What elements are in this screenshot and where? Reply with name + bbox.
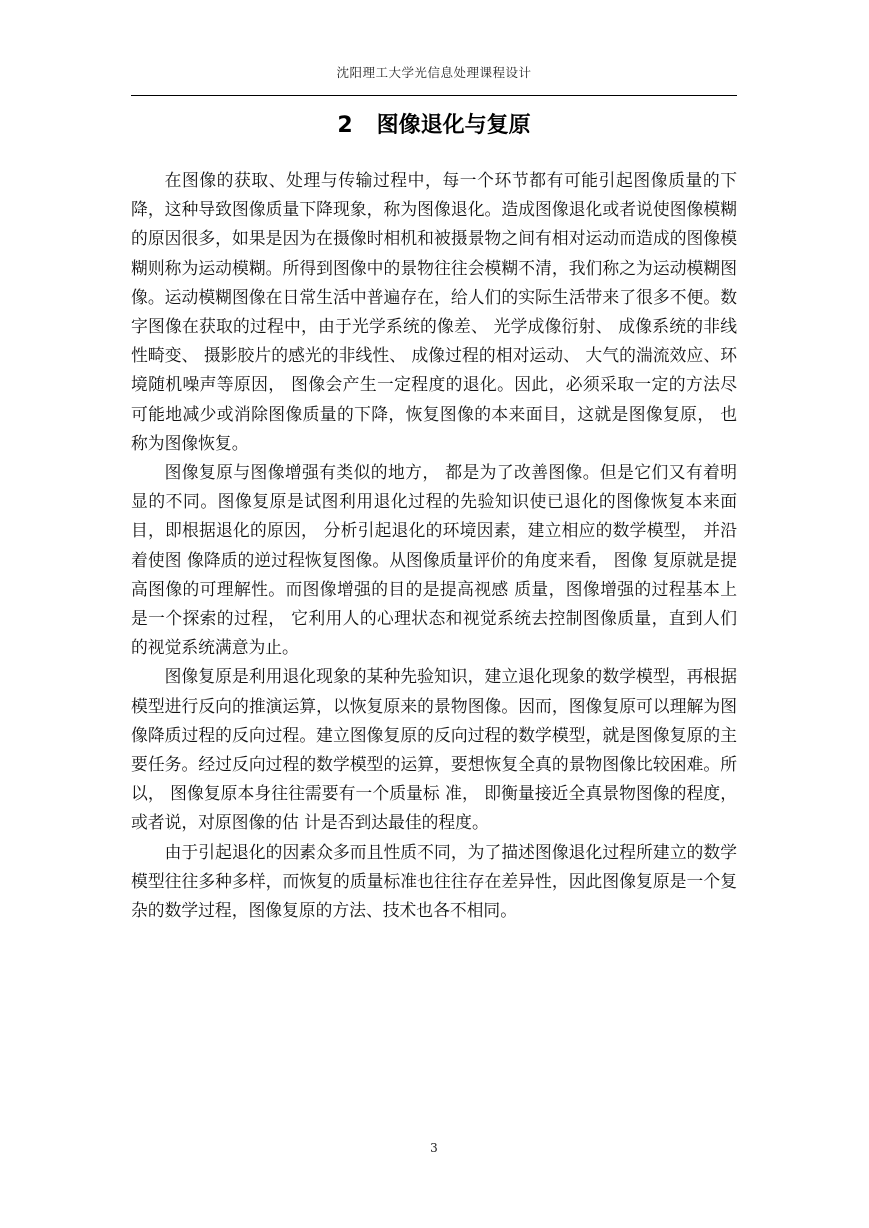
- paragraph: 由于引起退化的因素众多而且性质不同，为了描述图像退化过程所建立的数学模型往往多种多样，而恢复的质量标准也往往存在差异性，因此图像复原是一个复杂的数学过程，图像复原的方法、技术也各不相同。: [131, 841, 737, 921]
- paragraph: 在图像的获取、处理与传输过程中，每一个环节都有可能引起图像质量的下降，这种导致图像质量下降现象，称为图像退化。造成图像退化或者说使图像模糊的原因很多，如果是因为在摄像时相机和被摄景物之间有相对运动而造成的图像模糊则称为运动模糊。所得到图像中的景物往往会模糊不清，我们称之为运动模糊图像。运动模糊图像在日常生活中普遍存在，给人们的实际生活带来了很多不便。数字图像在获取的过程中，由于光学系统的像差、 光学成像衍射、 成像系统的非线性畸变、 摄影胶片的感光的非线性、 成像过程的相对运动、 大气的湍流效应、环境随机噪声等原因， 图像会产生一定程度的退化。因此，必须采取一定的方法尽可能地减少或消除图像质量的下降，恢复图像的本来面目，这就是图像复原， 也称为图像恢复。: [131, 170, 737, 453]
- page-number: 3: [430, 1141, 438, 1155]
- chapter-heading: [131, 108, 737, 139]
- chapter-number: 2: [337, 113, 353, 138]
- chapter-title-text: 图像退化与复原: [376, 113, 531, 138]
- body-text: [131, 166, 737, 925]
- header-divider: [131, 95, 737, 96]
- running-header: 沈阳理工大学光信息处理课程设计: [336, 65, 532, 80]
- paragraph: 图像复原是利用退化现象的某种先验知识，建立退化现象的数学模型，再根据模型进行反向的推演运算，以恢复原来的景物图像。因而，图像复原可以理解为图像降质过程的反向过程。建立图像复原的反向过程的数学模型，就是图像复原的主 要任务。经过反向过程的数学模型的运算，要想恢复全真的景物图像比较困难。所以， 图像复原本身往往需要有一个质量标 准， 即衡量接近全真景物图像的程度，或者说，对原图像的估 计是否到达最佳的程度。: [131, 666, 737, 833]
- paragraph: 图像复原与图像增强有类似的地方， 都是为了改善图像。但是它们又有着明显的不同。图像复原是试图利用退化过程的先验知识使已退化的图像恢复本来面目，即根据退化的原因， 分析引起退化的环境因素，建立相应的数学模型， 并沿着使图 像降质的逆过程恢复图像。从图像质量评价的角度来看， 图像 复原就是提高图像的可理解性。而图像增强的目的是提高视感 质量，图像增强的过程基本上是一个探索的过程， 它利用人的心理状态和视觉系统去控制图像质量，直到人们的视觉系统满意为止。: [131, 462, 737, 658]
